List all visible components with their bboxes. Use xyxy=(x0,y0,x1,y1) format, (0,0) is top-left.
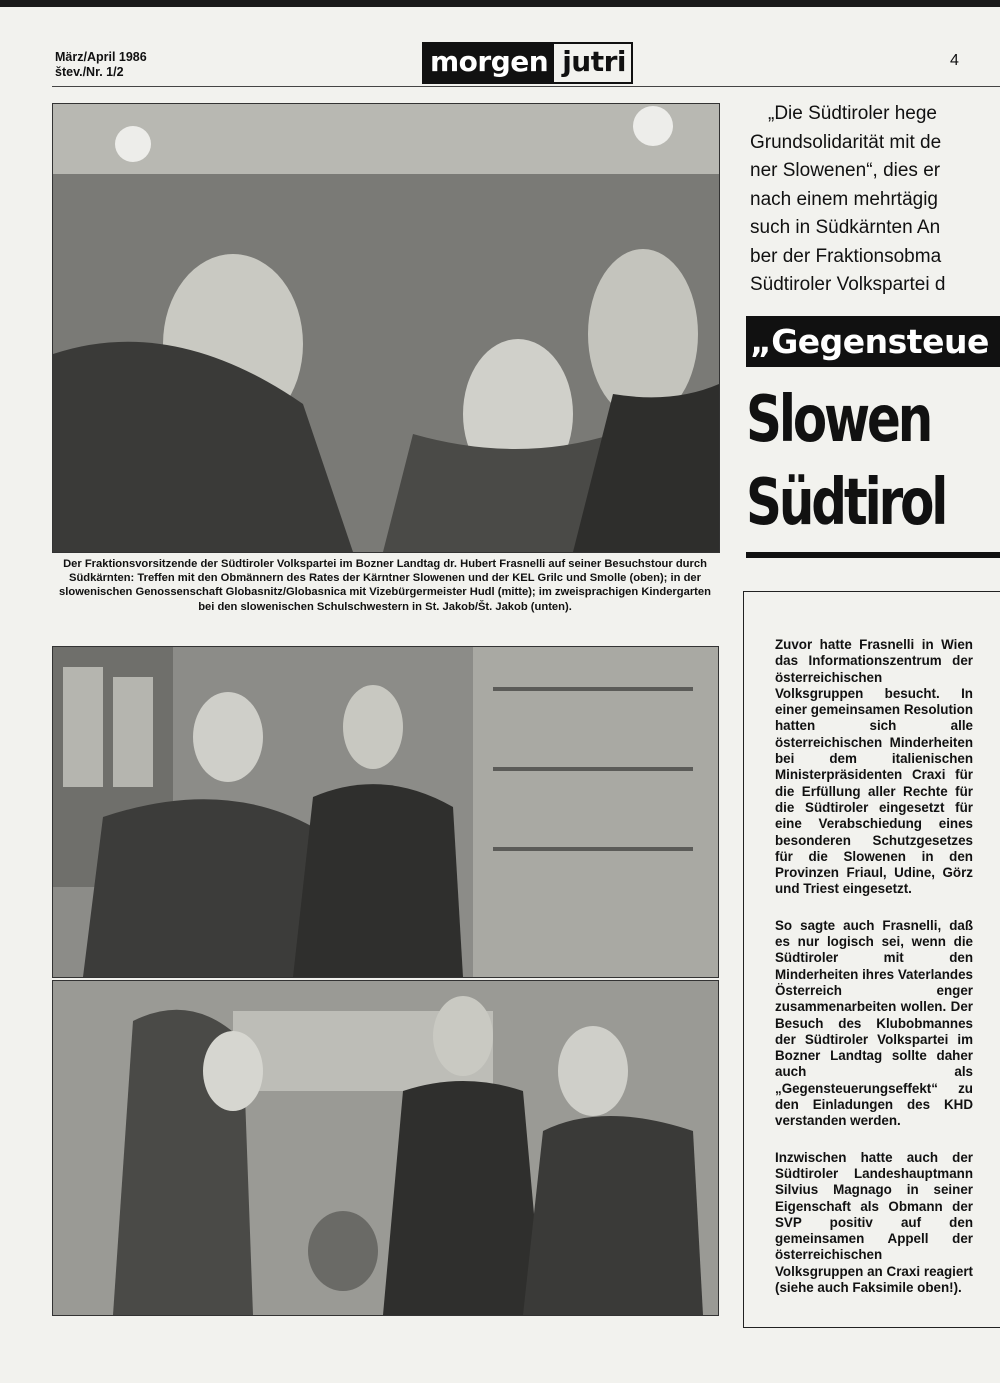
logo-jutri: jutri xyxy=(554,44,631,82)
intro-line: ner Slowenen“, dies er xyxy=(750,160,941,181)
intro-line: Südtiroler Volkspartei d xyxy=(750,274,946,295)
intro-line: such in Südkärnten An xyxy=(750,217,941,238)
headline-line1 xyxy=(746,383,1000,463)
intro-line: Grundsolidarität mit de xyxy=(750,131,942,153)
issue-date xyxy=(55,50,147,80)
issue-date-line1: März/April 1986 xyxy=(55,50,147,64)
top-border xyxy=(0,0,1000,7)
header-rule xyxy=(52,86,1000,87)
issue-number-line: štev./Nr. 1/2 xyxy=(55,65,124,79)
article-intro xyxy=(750,100,1000,300)
newspaper-logo xyxy=(422,42,633,84)
headline-kicker xyxy=(746,316,1000,367)
photo-bottom xyxy=(52,980,719,1316)
intro-line: „Die Südtiroler hege xyxy=(768,103,937,124)
photo-middle xyxy=(52,646,719,978)
page-number: 4 xyxy=(950,52,959,69)
photo-shop-icon xyxy=(53,647,718,977)
body-paragraph: So sagte auch Frasnelli, daß es nur logisch sei, wenn die Südtiroler mit den Minderheiten ihres Vaterlandes Österreich enger zusammenarbeiten wollen. Der Besuch des Klubobmannes der Südtiroler Volkspartei im Bozner Landtag sollte daher auch als „Gegensteuerungseffekt“ zu den Einladungen des KHD verstanden werden. xyxy=(775,917,973,1129)
article-body xyxy=(757,637,973,1316)
headline-line2 xyxy=(746,466,1000,558)
photo-caption: Der Fraktionsvorsitzende der Südtiroler Volkspartei im Bozner Landtag dr. Hubert Frasnelli auf seiner Besuchstour durch Südkärnten: Treffen mit den Obmännern des Rates der Kärntner Slowenen und der KEL Grilc und Smolle (oben); in der slowenischen Genossenschaft Globasnitz/Globasnica mit Vizebürgermeister Hudl (mitte); im zweisprachigen Kindergarten bei den slowenischen Schulschwestern in St. Jakob/Št. Jakob (unten). xyxy=(59,558,711,613)
kicker-text: „Gegensteue xyxy=(750,322,989,361)
logo-morgen: morgen xyxy=(424,44,554,82)
photo-top xyxy=(52,103,720,553)
intro-line: nach einem mehrtägig xyxy=(750,188,938,210)
headline-text-1: Slowen xyxy=(746,383,931,457)
photo-three-men-icon xyxy=(53,104,719,552)
body-paragraph: Inzwischen hatte auch der Südtiroler Landeshauptmann Silvius Magnago in seiner Eigenschaft als Obmann der SVP positiv auf den gemeinsamen Appell der österreichischen Volksgruppen an Craxi reagiert (siehe auch Faksimile oben!). xyxy=(775,1149,973,1295)
intro-line: ber der Fraktionsobma xyxy=(750,245,942,267)
headline-text-2: Südtirol xyxy=(746,466,946,540)
body-paragraph: Zuvor hatte Frasnelli in Wien das Informationszentrum der österreichischen Volksgruppen besucht. In einer gemeinsamen Resolution hatten sich alle österreichischen Minderheiten bei dem italienischen Ministerpräsidenten Craxi für die Erfüllung aller Rechte für die Südtiroler eingesetzt für eine Verabschiedung eines besonderen Schutzgesetzes für die Slowenen in den Provinzen Friaul, Udine, Görz und Triest eingesetzt. xyxy=(775,637,973,897)
photo-kindergarten-icon xyxy=(53,981,718,1315)
